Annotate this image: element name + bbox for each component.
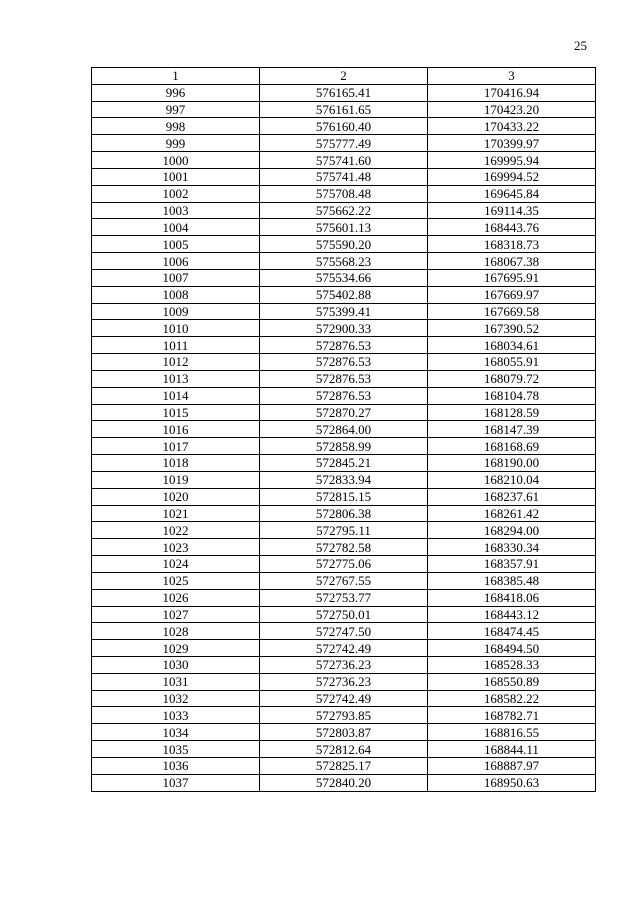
point-number-cell: 1025 [92,572,260,589]
point-number-cell: 1004 [92,219,260,236]
x-coordinate-cell: 572833.94 [260,471,428,488]
x-coordinate-cell: 575708.48 [260,185,428,202]
table-row [92,656,596,673]
x-coordinate-cell: 575662.22 [260,202,428,219]
coordinates-table [91,67,596,792]
x-coordinate-cell: 576161.65 [260,101,428,118]
table-row [92,404,596,421]
x-coordinate-cell: 575402.88 [260,286,428,303]
y-coordinate-cell: 170416.94 [428,84,596,101]
x-coordinate-cell: 572736.23 [260,656,428,673]
table-row [92,337,596,354]
x-coordinate-cell: 572753.77 [260,589,428,606]
point-number-cell: 1009 [92,303,260,320]
x-coordinate-cell: 575534.66 [260,269,428,286]
y-coordinate-cell: 168782.71 [428,707,596,724]
table-row [92,505,596,522]
point-number-cell: 1027 [92,606,260,623]
point-number-cell: 1020 [92,488,260,505]
point-number-cell: 1037 [92,774,260,791]
y-coordinate-cell: 168550.89 [428,673,596,690]
y-coordinate-cell: 169995.94 [428,152,596,169]
x-coordinate-cell: 572812.64 [260,741,428,758]
table-row [92,118,596,135]
table-row [92,320,596,337]
y-coordinate-cell: 168887.97 [428,757,596,774]
point-number-cell: 1018 [92,455,260,472]
x-coordinate-cell: 575601.13 [260,219,428,236]
table-row [92,556,596,573]
y-coordinate-cell: 167390.52 [428,320,596,337]
point-number-cell: 1016 [92,421,260,438]
x-coordinate-cell: 572750.01 [260,606,428,623]
x-coordinate-cell: 572795.11 [260,522,428,539]
table-row [92,438,596,455]
table-row [92,774,596,791]
point-number-cell: 1023 [92,539,260,556]
y-coordinate-cell: 168330.34 [428,539,596,556]
x-coordinate-cell: 575590.20 [260,236,428,253]
table-row [92,757,596,774]
y-coordinate-cell: 168168.69 [428,438,596,455]
table-row [92,219,596,236]
y-coordinate-cell: 170399.97 [428,135,596,152]
y-coordinate-cell: 168079.72 [428,370,596,387]
y-coordinate-cell: 168055.91 [428,354,596,371]
table-row [92,455,596,472]
table-row [92,269,596,286]
point-number-cell: 1013 [92,370,260,387]
point-number-cell: 1030 [92,656,260,673]
x-coordinate-cell: 572767.55 [260,572,428,589]
x-coordinate-cell: 572870.27 [260,404,428,421]
point-number-cell: 1002 [92,185,260,202]
x-coordinate-cell: 572742.49 [260,640,428,657]
y-coordinate-cell: 168385.48 [428,572,596,589]
y-coordinate-cell: 168582.22 [428,690,596,707]
y-coordinate-cell: 168418.06 [428,589,596,606]
y-coordinate-cell: 169114.35 [428,202,596,219]
y-coordinate-cell: 168261.42 [428,505,596,522]
table-row [92,471,596,488]
y-coordinate-cell: 167669.97 [428,286,596,303]
point-number-cell: 1017 [92,438,260,455]
point-number-cell: 1022 [92,522,260,539]
column-header-1: 1 [92,68,260,85]
y-coordinate-cell: 168318.73 [428,236,596,253]
table-row [92,623,596,640]
x-coordinate-cell: 572840.20 [260,774,428,791]
y-coordinate-cell: 168294.00 [428,522,596,539]
x-coordinate-cell: 572876.53 [260,354,428,371]
point-number-cell: 1029 [92,640,260,657]
table-row [92,84,596,101]
x-coordinate-cell: 575741.48 [260,168,428,185]
table-row [92,724,596,741]
x-coordinate-cell: 572782.58 [260,539,428,556]
point-number-cell: 1028 [92,623,260,640]
table-row [92,168,596,185]
point-number-cell: 1024 [92,556,260,573]
table-row [92,370,596,387]
y-coordinate-cell: 167669.58 [428,303,596,320]
y-coordinate-cell: 168128.59 [428,404,596,421]
y-coordinate-cell: 168494.50 [428,640,596,657]
y-coordinate-cell: 168357.91 [428,556,596,573]
table-row [92,101,596,118]
point-number-cell: 1034 [92,724,260,741]
x-coordinate-cell: 572806.38 [260,505,428,522]
point-number-cell: 1005 [92,236,260,253]
x-coordinate-cell: 575399.41 [260,303,428,320]
point-number-cell: 998 [92,118,260,135]
point-number-cell: 1026 [92,589,260,606]
table-row [92,152,596,169]
point-number-cell: 1001 [92,168,260,185]
y-coordinate-cell: 168950.63 [428,774,596,791]
point-number-cell: 1000 [92,152,260,169]
table-row [92,741,596,758]
y-coordinate-cell: 168104.78 [428,387,596,404]
point-number-cell: 1008 [92,286,260,303]
x-coordinate-cell: 572864.00 [260,421,428,438]
y-coordinate-cell: 168816.55 [428,724,596,741]
table-row [92,253,596,270]
point-number-cell: 1033 [92,707,260,724]
table-row [92,202,596,219]
y-coordinate-cell: 168844.11 [428,741,596,758]
x-coordinate-cell: 572815.15 [260,488,428,505]
x-coordinate-cell: 572845.21 [260,455,428,472]
point-number-cell: 1014 [92,387,260,404]
x-coordinate-cell: 572736.23 [260,673,428,690]
table-row [92,522,596,539]
column-header-3: 3 [428,68,596,85]
table-row [92,387,596,404]
x-coordinate-cell: 572876.53 [260,337,428,354]
y-coordinate-cell: 168147.39 [428,421,596,438]
x-coordinate-cell: 572825.17 [260,757,428,774]
x-coordinate-cell: 576165.41 [260,84,428,101]
point-number-cell: 1036 [92,757,260,774]
x-coordinate-cell: 572747.50 [260,623,428,640]
point-number-cell: 1003 [92,202,260,219]
y-coordinate-cell: 169994.52 [428,168,596,185]
table-row [92,286,596,303]
y-coordinate-cell: 168210.04 [428,471,596,488]
point-number-cell: 996 [92,84,260,101]
table-row [92,606,596,623]
x-coordinate-cell: 572858.99 [260,438,428,455]
point-number-cell: 1035 [92,741,260,758]
point-number-cell: 1006 [92,253,260,270]
x-coordinate-cell: 575777.49 [260,135,428,152]
y-coordinate-cell: 168067.38 [428,253,596,270]
point-number-cell: 1007 [92,269,260,286]
table-row [92,707,596,724]
point-number-cell: 1011 [92,337,260,354]
y-coordinate-cell: 167695.91 [428,269,596,286]
point-number-cell: 997 [92,101,260,118]
column-header-2: 2 [260,68,428,85]
point-number-cell: 1032 [92,690,260,707]
point-number-cell: 1031 [92,673,260,690]
x-coordinate-cell: 572742.49 [260,690,428,707]
x-coordinate-cell: 572793.85 [260,707,428,724]
y-coordinate-cell: 168237.61 [428,488,596,505]
table-row [92,673,596,690]
page-number: 25 [574,38,587,53]
x-coordinate-cell: 572900.33 [260,320,428,337]
y-coordinate-cell: 169645.84 [428,185,596,202]
x-coordinate-cell: 576160.40 [260,118,428,135]
table-row [92,488,596,505]
y-coordinate-cell: 168474.45 [428,623,596,640]
y-coordinate-cell: 168443.76 [428,219,596,236]
point-number-cell: 1019 [92,471,260,488]
point-number-cell: 1015 [92,404,260,421]
x-coordinate-cell: 572876.53 [260,370,428,387]
x-coordinate-cell: 575568.23 [260,253,428,270]
table-row [92,421,596,438]
table-row [92,135,596,152]
x-coordinate-cell: 572876.53 [260,387,428,404]
y-coordinate-cell: 170433.22 [428,118,596,135]
table-row [92,303,596,320]
y-coordinate-cell: 168528.33 [428,656,596,673]
table-header-row [92,68,596,85]
x-coordinate-cell: 572775.06 [260,556,428,573]
table-row [92,539,596,556]
table-row [92,185,596,202]
x-coordinate-cell: 572803.87 [260,724,428,741]
table-row [92,236,596,253]
point-number-cell: 999 [92,135,260,152]
point-number-cell: 1010 [92,320,260,337]
y-coordinate-cell: 168443.12 [428,606,596,623]
point-number-cell: 1021 [92,505,260,522]
table-row [92,572,596,589]
x-coordinate-cell: 575741.60 [260,152,428,169]
y-coordinate-cell: 168190.00 [428,455,596,472]
table-row [92,640,596,657]
table-row [92,690,596,707]
table-body [92,84,596,791]
table-row [92,589,596,606]
y-coordinate-cell: 170423.20 [428,101,596,118]
point-number-cell: 1012 [92,354,260,371]
table-row [92,354,596,371]
y-coordinate-cell: 168034.61 [428,337,596,354]
